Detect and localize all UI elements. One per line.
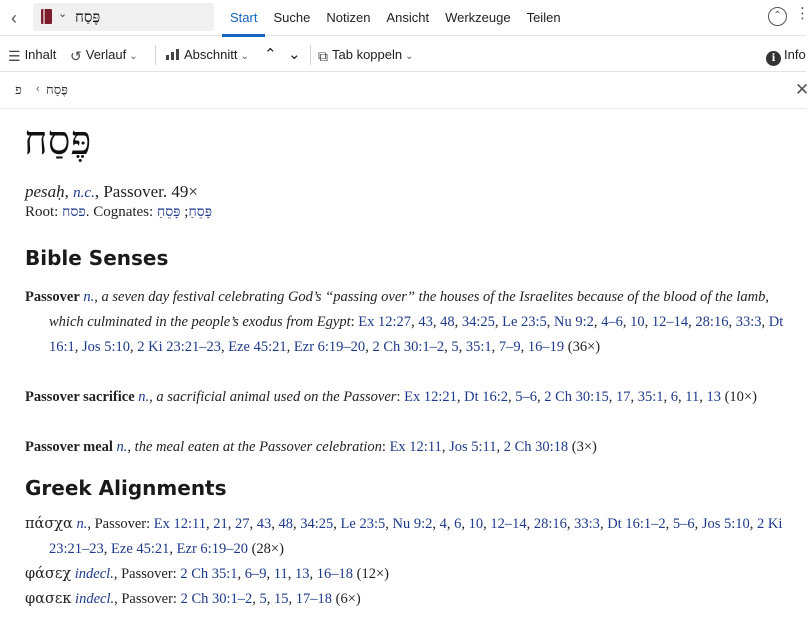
tab-teilen[interactable]: Teilen	[526, 10, 561, 25]
toolbar-divider	[155, 45, 156, 65]
scripture-reference-link[interactable]: Nu 9:2	[554, 314, 594, 330]
occurrence-count: (10×)	[724, 389, 757, 405]
scripture-reference-link[interactable]: 2 Ch 30:1–2	[372, 339, 445, 355]
scripture-reference-link[interactable]: 48	[440, 314, 455, 330]
more-icon[interactable]: ⋮	[795, 5, 809, 22]
greek-alignment: φασεκ indecl., Passover: 2 Ch 30:1–2, 5, 15, 17–18 (6×)	[25, 591, 361, 607]
scripture-reference-link[interactable]: 2 Ki 23:21–23	[49, 516, 783, 557]
scripture-reference-link[interactable]: 2 Ki 23:21–23	[137, 339, 222, 355]
bible-sense: Passover meal n., the meal eaten at the Passover celebration: Ex 12:11, Jos 5:11, 2 Ch 30:18 (3×)	[25, 439, 597, 455]
transliteration: pesaḥ	[25, 182, 65, 201]
breadcrumb-separator-icon: ‹	[36, 83, 40, 95]
tab-notizen[interactable]: Notizen	[326, 10, 371, 25]
sense-term: φάσεχ	[25, 566, 72, 582]
scripture-reference-link[interactable]: 2 Ch 30:15	[544, 389, 609, 405]
scripture-reference-link[interactable]: 7–9	[498, 339, 521, 355]
scripture-reference-link[interactable]: 4	[439, 516, 447, 532]
scripture-reference-link[interactable]: 43	[418, 314, 433, 330]
entry-count: 49×	[171, 182, 198, 201]
greek-alignments-heading: Greek Alignments	[25, 476, 227, 500]
part-of-speech-link[interactable]: n.	[76, 516, 88, 532]
scripture-reference-link[interactable]: Dt 16:2	[464, 389, 509, 405]
occurrence-count: (12×)	[356, 566, 389, 582]
info-icon: i	[766, 51, 781, 66]
occurrence-count: (36×)	[567, 339, 601, 355]
scripture-reference-link[interactable]: 11	[273, 566, 288, 582]
tab-ansicht[interactable]: Ansicht	[386, 10, 430, 25]
scripture-reference-link[interactable]: 17–18	[295, 591, 333, 607]
history-icon: ↺	[70, 47, 82, 64]
sense-term: πάσχα	[25, 516, 73, 532]
scripture-reference-link[interactable]: 4–6	[601, 314, 623, 330]
main-tabs	[222, 0, 569, 36]
scripture-reference-link[interactable]: Ezr 6:19–20	[176, 541, 248, 557]
history-button[interactable]	[70, 45, 138, 65]
scripture-reference-link[interactable]: 28:16	[533, 516, 567, 532]
scripture-reference-link[interactable]: 2 Ch 30:18	[503, 439, 569, 455]
sense-gloss: Passover	[94, 516, 147, 532]
scripture-reference-link[interactable]: 28:16	[695, 314, 729, 330]
sense-term: φασεκ	[25, 591, 72, 607]
entry-summary: pesaḥ, n.c., Passover. 49×	[25, 182, 198, 201]
scripture-reference-link[interactable]: 12–14	[651, 314, 689, 330]
bar-chart-icon	[166, 49, 179, 60]
scripture-reference-link[interactable]: Jos 5:10	[82, 339, 130, 355]
sense-term: Passover	[25, 289, 80, 305]
scripture-reference-link[interactable]: Ex 12:11	[153, 516, 207, 532]
root-link[interactable]: פסח	[62, 204, 86, 220]
scripture-reference-link[interactable]: Nu 9:2	[392, 516, 433, 532]
sense-term: Passover sacrifice	[25, 389, 135, 405]
occurrence-count: (28×)	[251, 541, 284, 557]
tab-suche[interactable]: Suche	[273, 10, 311, 25]
scripture-reference-link[interactable]: 6–9	[244, 566, 267, 582]
contents-button[interactable]	[8, 45, 56, 65]
scripture-reference-link[interactable]: 10	[630, 314, 645, 330]
chevron-down-nav-icon[interactable]: ⌄	[288, 46, 301, 63]
cognate-link[interactable]: פָּסֵחַ	[156, 204, 181, 220]
sense-gloss: a seven day festival celebrating God’s “passing over” the houses of the Israelites because of the blood of the lamb, which culminated in the people’s exodus from Egypt	[49, 289, 769, 330]
scripture-reference-link[interactable]: Le 23:5	[340, 516, 386, 532]
resource-selector[interactable]	[33, 3, 214, 31]
collapse-icon[interactable]: ⌃	[768, 7, 787, 26]
cognate-link[interactable]: פָּסֵחַ	[188, 204, 213, 220]
scripture-reference-link[interactable]: 10	[468, 516, 484, 532]
scripture-reference-link[interactable]: 6	[670, 389, 678, 405]
chevron-down-icon: ⌄	[240, 51, 249, 62]
sense-gloss: Passover	[121, 591, 173, 607]
history-label: Verlauf	[85, 47, 127, 62]
part-of-speech-link[interactable]: n.	[138, 389, 150, 405]
scripture-reference-link[interactable]: 13	[294, 566, 310, 582]
cognates-label: Cognates:	[93, 204, 154, 220]
scripture-reference-link[interactable]: 16–19	[527, 339, 565, 355]
link-tab-button[interactable]	[318, 45, 414, 65]
chevron-down-icon[interactable]: ⌄	[58, 8, 68, 20]
chevron-up-icon[interactable]: ⌃	[264, 46, 277, 63]
scripture-reference-link[interactable]: Ex 12:21	[404, 389, 457, 405]
scripture-reference-link[interactable]: Dt 16:1	[49, 314, 784, 355]
book-icon	[41, 9, 52, 24]
scripture-reference-link[interactable]: 5	[259, 591, 267, 607]
back-arrow-icon[interactable]: ‹	[11, 8, 17, 28]
bible-senses-heading: Bible Senses	[25, 246, 169, 270]
info-label: Info	[784, 47, 806, 62]
scripture-reference-link[interactable]: 34:25	[300, 516, 334, 532]
scripture-reference-link[interactable]: 5–6	[672, 516, 695, 532]
top-bar	[0, 0, 809, 36]
article-content	[0, 110, 806, 619]
close-icon[interactable]: ✕	[795, 80, 809, 99]
scripture-reference-link[interactable]: Ex 12:27	[358, 314, 412, 330]
scripture-reference-link[interactable]: Jos 5:11	[449, 439, 497, 455]
resource-title: פֶּסַח	[75, 8, 101, 26]
part-of-speech-link[interactable]: n.	[116, 439, 128, 455]
scripture-reference-link[interactable]: 33:3	[735, 314, 762, 330]
section-button[interactable]	[166, 45, 249, 65]
chevron-down-icon: ⌄	[129, 51, 138, 62]
tab-werkzeuge[interactable]: Werkzeuge	[445, 10, 511, 25]
scripture-reference-link[interactable]: 35:1	[637, 389, 664, 405]
occurrence-count: (6×)	[335, 591, 361, 607]
contents-label: Inhalt	[24, 47, 57, 62]
occurrence-count: (3×)	[571, 439, 597, 455]
scripture-reference-link[interactable]: Le 23:5	[502, 314, 547, 330]
sense-gloss: a sacrificial animal used on the Passover	[156, 389, 397, 405]
part-of-speech-link[interactable]: indecl.	[74, 566, 114, 582]
breadcrumb-item-current[interactable]: פֶּסַח	[46, 83, 68, 98]
scripture-reference-link[interactable]: Jos 5:10	[701, 516, 750, 532]
breadcrumb-item[interactable]: פ	[15, 83, 22, 98]
part-of-speech-link[interactable]: n.c.	[73, 185, 95, 201]
headword: פֶּסַח	[24, 118, 92, 164]
bible-sense: Passover sacrifice n., a sacrificial animal used on the Passover: Ex 12:21, Dt 16:2, 5–6, 2 Ch 30:15, 17, 35:1, 6, 11, 13 (10×)	[25, 389, 757, 405]
scripture-reference-link[interactable]: Ex 12:11	[389, 439, 442, 455]
scripture-reference-link[interactable]: 13	[706, 389, 721, 405]
root-line: Root: פסח. Cognates: פָּסֵחַ; פָּסֵחַ	[25, 204, 213, 220]
scripture-reference-link[interactable]: 5	[451, 339, 459, 355]
chevron-down-icon: ⌄	[405, 51, 414, 62]
scripture-reference-link[interactable]: Eze 45:21	[228, 339, 287, 355]
link-icon: ⧉	[318, 47, 328, 64]
scripture-reference-link[interactable]: 48	[278, 516, 294, 532]
entry-gloss: Passover.	[103, 182, 168, 201]
scripture-reference-link[interactable]: 34:25	[461, 314, 495, 330]
scripture-reference-link[interactable]: 27	[235, 516, 250, 532]
scripture-reference-link[interactable]: Dt 16:1–2	[607, 516, 666, 532]
toolbar-divider	[310, 45, 311, 65]
list-icon: ☰	[8, 47, 21, 64]
scripture-reference-link[interactable]: Eze 45:21	[111, 541, 170, 557]
info-button[interactable]	[766, 45, 806, 65]
tab-start[interactable]: Start	[222, 0, 265, 36]
scripture-reference-link[interactable]: 17	[615, 389, 631, 405]
scripture-reference-link[interactable]: 33:3	[574, 516, 600, 532]
scripture-reference-link[interactable]: 11	[685, 389, 700, 405]
scripture-reference-link[interactable]: 12–14	[490, 516, 527, 532]
section-label: Abschnitt	[184, 47, 238, 62]
sense-gloss: Passover	[121, 566, 173, 582]
bible-sense: Passover n., a seven day festival celebrating God’s “passing over” the houses of the Israelites because of the blood of the lamb, which culminated in the people’s exodus from Egypt: Ex 12:27, 43, 48, 34:25, Le 23:5, Nu 9:2, 4–6, 10, 12–14, 28:16, 33:3, Dt 16:1, Jos 5:10, 2 Ki 23:21–23, Eze 45:21, Ezr 6:19–20, 2 Ch 30:1–2, 5, 35:1, 7–9, 16–19 (36×)	[25, 289, 784, 355]
sense-gloss: the meal eaten at the Passover celebration	[134, 439, 382, 455]
panel-toolbar	[0, 37, 806, 72]
sense-term: Passover meal	[25, 439, 113, 455]
scripture-reference-link[interactable]: 16–18	[316, 566, 353, 582]
scripture-reference-link[interactable]: 21	[213, 516, 228, 532]
greek-alignment: φάσεχ indecl., Passover: 2 Ch 35:1, 6–9, 11, 13, 16–18 (12×)	[25, 566, 389, 582]
scripture-reference-link[interactable]: 43	[256, 516, 272, 532]
scripture-reference-link[interactable]: Ezr 6:19–20	[293, 339, 366, 355]
part-of-speech-link[interactable]: n.	[83, 289, 95, 305]
scripture-reference-link[interactable]: 2 Ch 35:1	[180, 566, 238, 582]
greek-alignment: πάσχα n., Passover: Ex 12:11, 21, 27, 43, 48, 34:25, Le 23:5, Nu 9:2, 4, 6, 10, 12–14, 28:16, 33:3, Dt 16:1–2, 5–6, Jos 5:10, 2 Ki 23:21–23, Eze 45:21, Ezr 6:19–20 (28×)	[25, 516, 783, 557]
link-tab-label: Tab koppeln	[332, 47, 403, 62]
part-of-speech-link[interactable]: indecl.	[75, 591, 115, 607]
scripture-reference-link[interactable]: 5–6	[515, 389, 538, 405]
root-label: Root:	[25, 204, 59, 220]
breadcrumb	[0, 73, 809, 109]
scripture-reference-link[interactable]: 6	[454, 516, 462, 532]
scripture-reference-link[interactable]: 15	[274, 591, 289, 607]
scripture-reference-link[interactable]: 2 Ch 30:1–2	[180, 591, 253, 607]
scripture-reference-link[interactable]: 35:1	[465, 339, 492, 355]
